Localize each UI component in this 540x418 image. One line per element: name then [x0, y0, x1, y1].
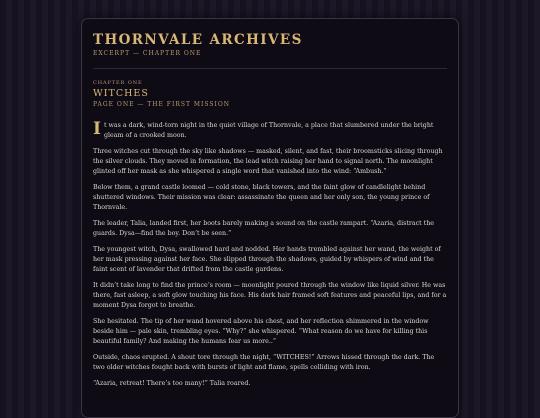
- story-paragraph: Three witches cut through the sky like shadows — masked, silent, and fast, their broomsticks slicing through the silver clouds. They moved in formation, the lead witch raising her hand to signal north. The moonlight glinted off her mask as she whispered a single word that vanished into the wind: “Ambush.”: [93, 148, 443, 175]
- story-paragraph: The youngest witch, Dysa, swallowed hard and nodded. Her hands trembled against her wand, the weight of her mask pressing against her face. She slipped through the shadows, guided by whispers of wind and the faint scent of lavender that drifted from the castle gardens.: [93, 246, 441, 273]
- story-paragraph: Outside, chaos erupted. A shout tore through the night, “WITCHES!” Arrows hissed through the dark. The two older witches fought back with bursts of light and flame, spells colliding with iron.: [93, 354, 435, 371]
- archive-subtitle: EXCERPT — CHAPTER ONE: [93, 50, 202, 57]
- header-divider: [93, 68, 447, 69]
- story-text: [93, 121, 447, 389]
- story-paragraph: Below them, a grand castle loomed — cold stone, black towers, and the faint glow of candlelight behind shuttered windows. Their mission was clear: assassinate the queen and her only son, the young prince of Thornvale.: [93, 184, 430, 211]
- archive-card: [81, 18, 459, 418]
- archive-title: THORNVALE ARCHIVES: [93, 32, 303, 48]
- page-label: PAGE ONE — THE FIRST MISSION: [93, 101, 231, 108]
- chapter-title: WITCHES: [93, 88, 149, 99]
- story-paragraph: It didn’t take long to find the prince’s room — moonlight poured through the window like liquid silver. He was there, fast asleep, a soft glow touching his face. His dark hair framed soft features and peaceful lips, and for a moment Dysa forgot to breathe.: [93, 282, 447, 309]
- story-paragraph: The leader, Talia, landed first, her boots barely making a sound on the castle rampart. “Azaria, distract the guards. Dysa—find the boy. Don’t be seen.”: [93, 220, 434, 237]
- story-paragraph: [93, 121, 447, 141]
- story-paragraph: She hesitated. The tip of her wand hovered above his chest, and her reflection shimmered in the window beside him — pale skin, trembling eyes. “Why?” she whispered. “What reason do we have for killing this beautiful family? And making the humans fear us more..”: [93, 318, 429, 345]
- chapter-label: CHAPTER ONE: [93, 80, 143, 86]
- paragraph-text: t was a dark, wind-torn night in the quiet village of Thornvale, a place that slumbered under the bright gleam of a crooked moon.: [103, 122, 434, 139]
- drop-cap: I: [93, 119, 101, 139]
- story-paragraph: “Azaria, retreat! There’s too many!” Talia roared.: [93, 380, 251, 387]
